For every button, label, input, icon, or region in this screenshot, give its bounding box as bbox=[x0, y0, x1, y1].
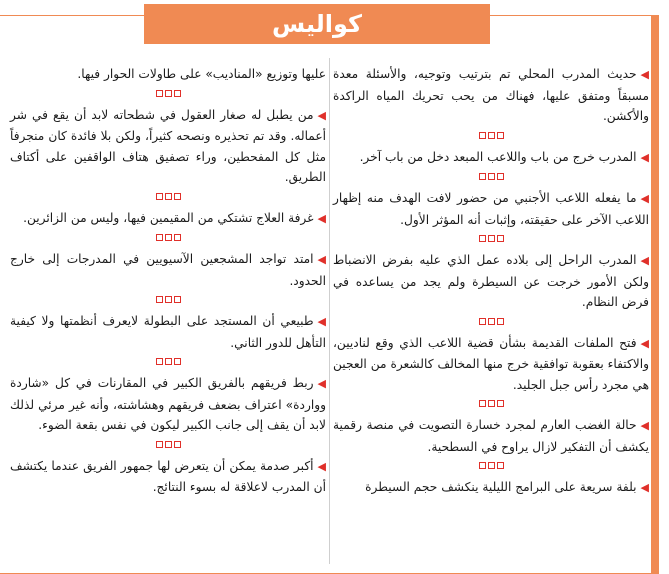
page-title: كواليس bbox=[144, 4, 490, 44]
news-item: ◀المدرب خرج من باب واللاعب المبعد دخل من باب آخر. bbox=[333, 147, 649, 169]
left-triangle-icon: ◀ bbox=[640, 336, 649, 350]
right-column bbox=[333, 64, 649, 499]
three-squares-icon bbox=[10, 229, 326, 249]
news-item: ◀المدرب الراحل إلى بلاده عمل الذي عليه بفرض الانضباط ولكن الأمور خرجت عن السيطرة ولم يجد من يساعده في فرض النظام. bbox=[333, 253, 649, 309]
three-squares-icon bbox=[333, 457, 649, 477]
three-squares-icon bbox=[10, 436, 326, 456]
left-triangle-icon: ◀ bbox=[317, 108, 326, 122]
news-item: ◀من يطبل له صغار العقول في شطحاته لابد أن يقع في شر أعماله. وقد تم تحذيره ونصحه كثيراً، ولكن بلا فائدة كان منجرفاً مثل كل المفحطين، وراء تصفيق هتاف الواقفين على أكتاف الطريق. bbox=[10, 107, 326, 184]
left-triangle-icon: ◀ bbox=[640, 481, 649, 494]
three-squares-icon bbox=[10, 353, 326, 373]
three-squares-icon bbox=[10, 85, 326, 105]
news-item: ◀ربط فريقهم بالفريق الكبير في المقارنات في كل «شاردة وواردة» اعتراف بضعف فريقهم وهشاشته، وأنه غير مرئي لذلك لابد أن يقف إلى جانب الكبير ليكون في نفس بقعة الضوء. bbox=[10, 376, 326, 432]
left-column bbox=[10, 64, 326, 498]
left-triangle-icon: ◀ bbox=[317, 459, 326, 473]
three-squares-icon bbox=[333, 230, 649, 250]
three-squares-icon bbox=[333, 395, 649, 415]
news-item: ◀بلفة سريعة على البرامج الليلية ينكشف حجم السيطرة bbox=[333, 477, 649, 499]
left-triangle-icon: ◀ bbox=[640, 192, 649, 205]
news-item: ◀فتح الملفات القديمة بشأن قضية اللاعب الذي وقع لناديين، والاكتفاء بعقوبة توافقية خرج منها المخالف كالشعرة من العجين هي مجرد رأس جبل الجليد. bbox=[333, 335, 649, 392]
left-triangle-icon: ◀ bbox=[640, 68, 649, 81]
news-item: ◀ما يفعله اللاعب الأجنبي من حضور لافت الهدف منه إظهار اللاعب الآخر على حقيقته، وإثبات أنه المؤثر الأول. bbox=[333, 191, 649, 227]
news-item-continued: عليها وتوزيع «المناديب» على طاولات الحوار فيها. bbox=[77, 67, 326, 81]
three-squares-icon bbox=[10, 291, 326, 311]
news-item: ◀حالة الغضب العارم لمجرد خسارة التصويت في منصة رقمية يكشف أن التفكير لازال يراوح في السطحية. bbox=[333, 418, 649, 454]
left-triangle-icon: ◀ bbox=[640, 150, 649, 164]
left-triangle-icon: ◀ bbox=[640, 419, 649, 432]
left-triangle-icon: ◀ bbox=[317, 315, 326, 328]
left-triangle-icon: ◀ bbox=[317, 253, 326, 266]
left-triangle-icon: ◀ bbox=[317, 211, 326, 225]
three-squares-icon bbox=[333, 127, 649, 147]
three-squares-icon bbox=[10, 188, 326, 208]
column-divider bbox=[329, 58, 330, 564]
news-item: ◀حديث المدرب المحلي تم بترتيب وتوجيه، والأسئلة معدة مسبقاً ومتفق عليها، فهناك من يحب تحريك المياه الراكدة والأكشن. bbox=[333, 67, 649, 123]
three-squares-icon bbox=[333, 168, 649, 188]
left-triangle-icon: ◀ bbox=[640, 254, 649, 267]
news-item: ◀طبيعي أن المستجد على البطولة لايعرف أنظمتها ولا كيفية التأهل للدور الثاني. bbox=[10, 314, 326, 350]
news-item: ◀غرفة العلاج تشتكي من المقيمين فيها، وليس من الزائرين. bbox=[10, 208, 326, 230]
news-item: ◀أكبر صدمة يمكن أن يتعرض لها جمهور الفريق عندما يكتشف أن المدرب لاعلاقة له بسوء النتائج. bbox=[10, 458, 326, 494]
news-item: ◀امتد تواجد المشجعين الآسيويين في المدرجات إلى خارج الحدود. bbox=[10, 252, 326, 288]
three-squares-icon bbox=[333, 313, 649, 333]
left-triangle-icon: ◀ bbox=[317, 377, 326, 390]
